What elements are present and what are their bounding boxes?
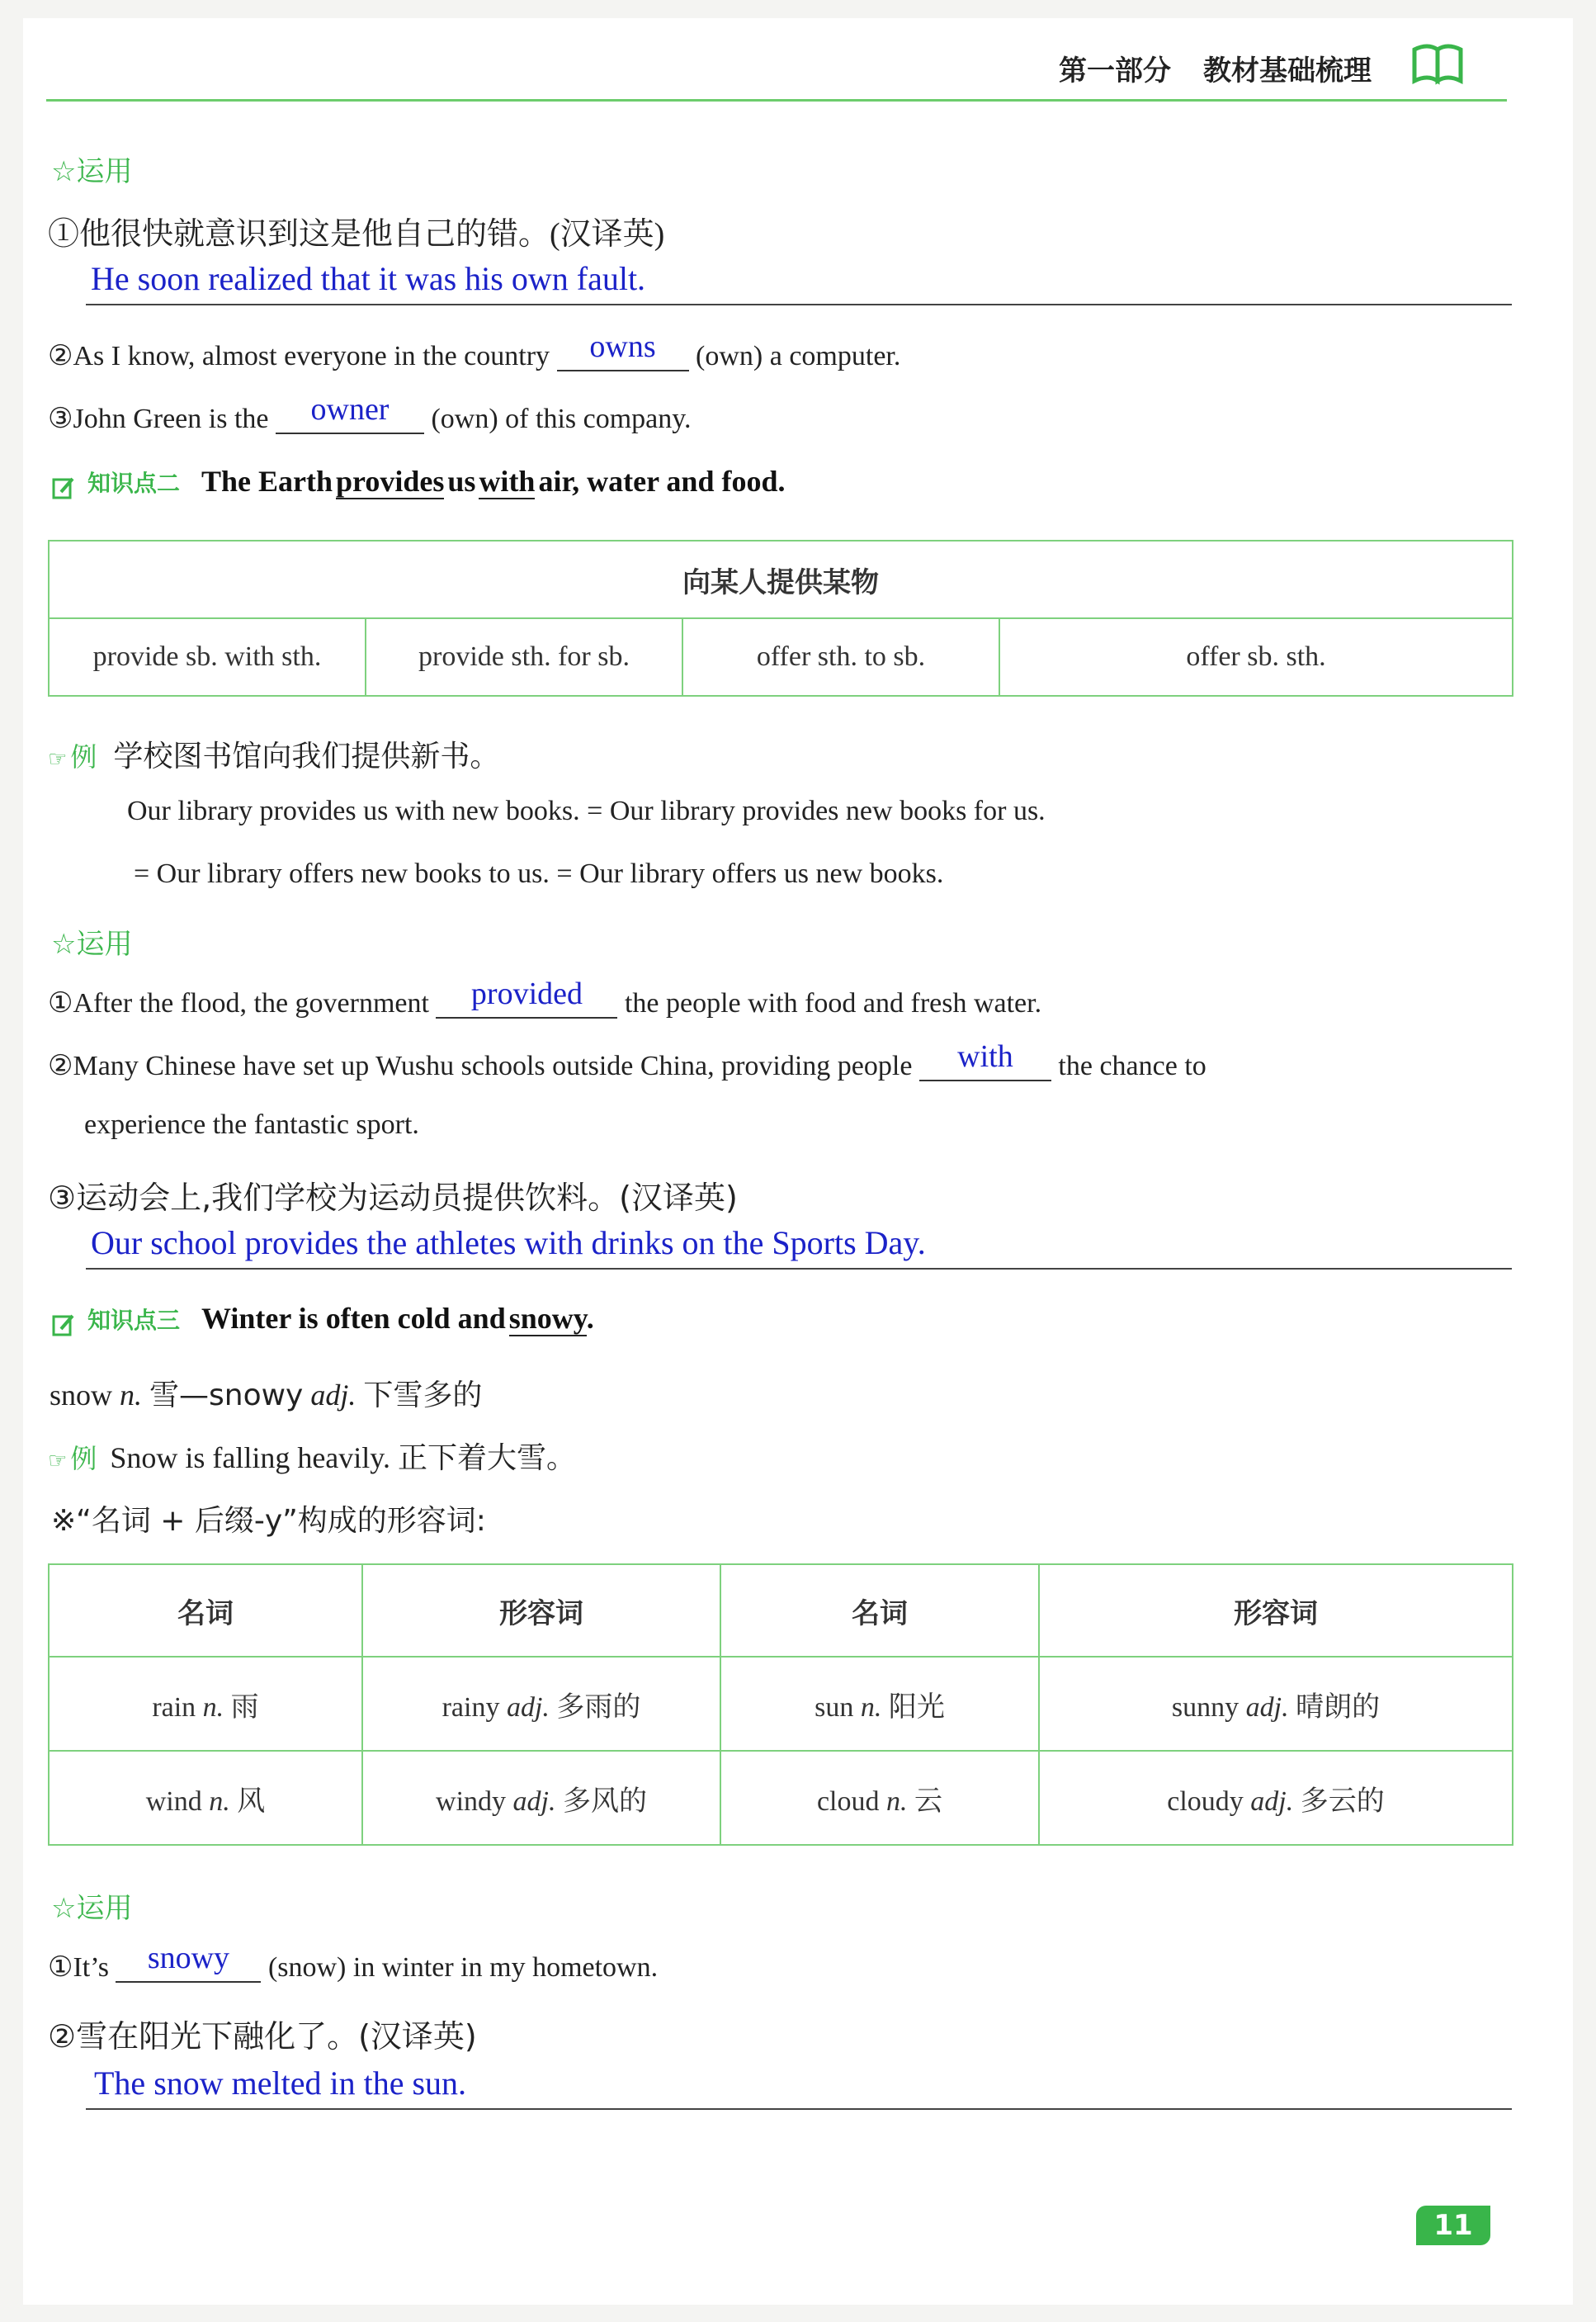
sec3-q1-line xyxy=(48,1941,659,1986)
provide-table-cell: offer sb. sth. xyxy=(999,618,1513,696)
suffix-table-cell: sunny adj. 晴朗的 xyxy=(1039,1657,1513,1751)
snow-word: snow xyxy=(50,1379,113,1412)
q2-blank xyxy=(557,329,689,371)
provide-table-cell: provide sth. for sb. xyxy=(366,618,682,696)
answer-line xyxy=(86,2108,1512,2110)
sec2-q2-answer: with xyxy=(957,1039,1013,1074)
sec2-q2-continuation: experience the fantastic sport. xyxy=(84,1109,419,1140)
knowledge-point-3 xyxy=(51,1301,594,1337)
sec3-q1-blank xyxy=(116,1941,261,1983)
pointing-hand-icon: ☞ xyxy=(48,1449,68,1473)
knowledge-point-2 xyxy=(51,464,785,500)
sec2-q1-answer: provided xyxy=(470,977,583,1011)
q1-answer: He soon realized that it was his own fault. xyxy=(91,260,646,297)
q3-answer: owner xyxy=(310,392,390,427)
example-2 xyxy=(48,1435,576,1477)
sec2-q2-blank xyxy=(919,1039,1051,1081)
kp2-word-5: air, water and food. xyxy=(538,465,786,498)
example-1-cn: 学校图书馆向我们提供新书。 xyxy=(113,740,500,773)
q1-prompt: ①他很快就意识到这是他自己的错。(汉译英) xyxy=(48,217,665,252)
suffix-table-cell: sun n. 阳光 xyxy=(720,1657,1039,1751)
sec2-q3-prompt: ③运动会上,我们学校为运动员提供饮料。(汉译英) xyxy=(48,1180,738,1216)
sec2-q3-answer: Our school provides the athletes with drinks on the Sports Day. xyxy=(91,1224,926,1261)
header-divider xyxy=(46,99,1507,102)
q2-line xyxy=(48,329,901,375)
kp2-word-2: provides xyxy=(336,465,445,498)
suffix-note: ※“名词 + 后缀-y”构成的形容词: xyxy=(51,1504,486,1538)
sec2-q2-suffix: the chance to xyxy=(1058,1051,1206,1081)
suffix-table xyxy=(48,1563,1513,1846)
kp3-word-3: . xyxy=(586,1302,594,1335)
q2-suffix: (own) a computer. xyxy=(696,341,901,371)
snow-note xyxy=(50,1372,482,1414)
sec3-q1-prefix: ①It’s xyxy=(48,1952,109,1983)
provide-table-cell: offer sth. to sb. xyxy=(682,618,999,696)
q3-blank xyxy=(276,392,424,434)
provide-table-cell: provide sb. with sth. xyxy=(49,618,366,696)
kp3-label: 知识点三 xyxy=(87,1307,181,1334)
answer-line xyxy=(86,304,1512,305)
header-title: 教材基础梳理 xyxy=(1203,54,1372,87)
q3-line xyxy=(48,392,692,437)
suffix-table-cell: rain n. 雨 xyxy=(49,1657,362,1751)
sec2-q1-prefix: ①After the flood, the government xyxy=(48,988,429,1019)
example-1-line-2: = Our library offers new books to us. = Our library offers us new books. xyxy=(134,858,944,889)
provide-table-header: 向某人提供某物 xyxy=(49,541,1513,618)
q3-suffix: (own) of this company. xyxy=(431,404,692,434)
sec3-q2-prompt: ②雪在阳光下融化了。(汉译英) xyxy=(48,2018,477,2055)
example-2-text: Snow is falling heavily. 正下着大雪。 xyxy=(110,1441,576,1474)
pencil-note-icon xyxy=(51,475,76,500)
sec2-q2-prefix: ②Many Chinese have set up Wushu schools outside China, providing people xyxy=(48,1051,913,1081)
example-1 xyxy=(48,733,499,775)
pointing-hand-icon: ☞ xyxy=(48,747,68,772)
sec2-q1-suffix: the people with food and fresh water. xyxy=(624,988,1042,1019)
pencil-note-icon xyxy=(51,1312,76,1337)
suffix-table-cell: cloudy adj. 多云的 xyxy=(1039,1751,1513,1845)
kp2-label: 知识点二 xyxy=(87,470,181,497)
page xyxy=(23,18,1573,2305)
book-icon xyxy=(1409,38,1467,87)
page-number: 11 xyxy=(1416,2206,1490,2245)
suffix-table-header: 名词 xyxy=(720,1564,1039,1657)
suffix-table-header: 名词 xyxy=(49,1564,362,1657)
example-1-line-1: Our library provides us with new books. = Our library provides new books for us. xyxy=(127,796,1046,826)
kp3-word-2: snowy xyxy=(508,1302,587,1335)
sec3-q1-suffix: (snow) in winter in my hometown. xyxy=(267,1952,659,1983)
snowy-meaning: 下雪多的 xyxy=(363,1379,483,1412)
answer-line xyxy=(86,1268,1512,1270)
q2-answer: owns xyxy=(589,329,656,364)
section-label-apply: ☆运用 xyxy=(51,928,133,961)
example-label: 例 xyxy=(70,1443,97,1474)
suffix-table-header: 形容词 xyxy=(1039,1564,1513,1657)
kp2-word-4: with xyxy=(479,465,536,498)
suffix-table-cell: wind n. 风 xyxy=(49,1751,362,1845)
snow-meaning: 雪—snowy xyxy=(149,1379,304,1412)
section-label-apply: ☆运用 xyxy=(51,155,133,188)
sec2-q1-line xyxy=(48,977,1042,1022)
sec2-q2-line xyxy=(48,1039,1513,1085)
sec3-q2-answer: The snow melted in the sun. xyxy=(94,2064,467,2102)
sec2-q1-blank xyxy=(436,977,617,1019)
suffix-table-cell: windy adj. 多风的 xyxy=(362,1751,720,1845)
sec3-q1-answer: snowy xyxy=(147,1941,230,1975)
q3-prefix: ③John Green is the xyxy=(48,404,269,434)
header-part: 第一部分 xyxy=(1059,54,1171,87)
suffix-table-cell: rainy adj. 多雨的 xyxy=(362,1657,720,1751)
kp2-word-1: The Earth xyxy=(201,465,333,498)
suffix-table-cell: cloud n. 云 xyxy=(720,1751,1039,1845)
provide-table xyxy=(48,540,1513,697)
kp2-word-3: us xyxy=(447,465,476,498)
suffix-table-header: 形容词 xyxy=(362,1564,720,1657)
example-label: 例 xyxy=(70,741,97,773)
pos-adj: adj. xyxy=(310,1379,357,1412)
kp3-word-1: Winter is often cold and xyxy=(201,1302,506,1335)
pos-noun: n. xyxy=(120,1379,143,1412)
q2-prefix: ②As I know, almost everyone in the country xyxy=(48,341,550,371)
section-label-apply: ☆运用 xyxy=(51,1892,133,1925)
